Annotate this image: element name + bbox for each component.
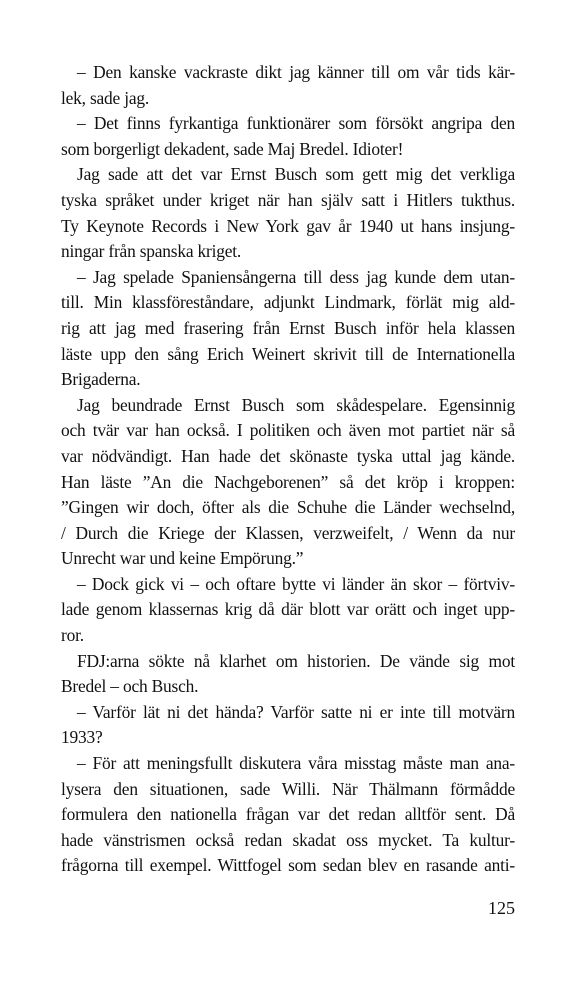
text-line: Brigaderna.: [61, 369, 141, 390]
text-line: till. Min klassföreståndare, adjunkt Lindmark, förlät mig ald-: [61, 292, 515, 313]
text-line: Jag sade att det var Ernst Busch som gett mig det verkliga: [77, 164, 515, 185]
text-line: FDJ:arna sökte nå klarhet om historien. De vände sig mot: [77, 650, 515, 671]
text-line: / Durch die Kriege der Klassen, verzweifelt, / Wenn da nur: [61, 522, 515, 543]
body-text: [61, 60, 515, 879]
text-line: ror.: [61, 625, 84, 646]
text-line: var nödvändigt. Han hade det skönaste tyska uttal jag kände.: [61, 445, 515, 466]
text-line: – För att meningsfullt diskutera våra misstag måste man ana-: [77, 753, 515, 774]
text-line: och tvär var han också. I politiken och även mot partiet när så: [61, 420, 515, 441]
text-line: frågorna till exempel. Wittfogel som sedan blev en rasande anti-: [61, 855, 515, 876]
text-line: hade vänstrismen också redan skadat oss mycket. Ta kultur-: [61, 829, 515, 850]
text-line: lysera den situationen, sade Willi. När Thälmann förmådde: [61, 778, 515, 799]
text-line: ningar från spanska kriget.: [61, 241, 242, 262]
text-line: Ty Keynote Records i New York gav år 1940 ut hans insjung-: [61, 215, 515, 236]
text-line: lek, sade jag.: [61, 87, 149, 108]
text-line: läste upp den sång Erich Weinert skrivit till de Internationella: [61, 343, 515, 364]
text-line: – Den kanske vackraste dikt jag känner till om vår tids kär-: [77, 62, 515, 82]
text-line: ”Gingen wir doch, öfter als die Schuhe die Länder wechselnd,: [61, 497, 515, 518]
text-line: 1933?: [61, 727, 103, 748]
text-line: Bredel – och Busch.: [61, 676, 199, 697]
text-line: – Jag spelade Spaniensångerna till dess jag kunde dem utan-: [77, 266, 515, 287]
text-line: formulera den nationella frågan var det redan alltför sent. Då: [61, 804, 515, 825]
text-line: som borgerligt dekadent, sade Maj Bredel. Idioter!: [61, 138, 404, 159]
text-line: – Dock gick vi – och oftare bytte vi länder än skor – förtviv-: [77, 573, 515, 594]
text-line: Unrecht war und keine Empörung.”: [61, 548, 304, 569]
text-line: lade genom klassernas krig då där blott var orätt och inget upp-: [61, 599, 515, 620]
text-line: Han läste ”An die Nachgeborenen” så det kröp i kroppen:: [61, 471, 515, 492]
text-line: Jag beundrade Ernst Busch som skådespelare. Egensinnig: [77, 394, 515, 415]
text-line: – Varför lät ni det hända? Varför satte ni er inte till motvärn: [77, 701, 515, 722]
text-line: – Det finns fyrkantiga funktionärer som försökt angripa den: [77, 113, 515, 134]
text-line: tyska språket under kriget när han själv satt i Hitlers tukthus.: [61, 189, 515, 210]
page-number: 125: [488, 898, 515, 918]
text-line: rig att jag med frasering från Ernst Busch inför hela klassen: [61, 317, 515, 338]
